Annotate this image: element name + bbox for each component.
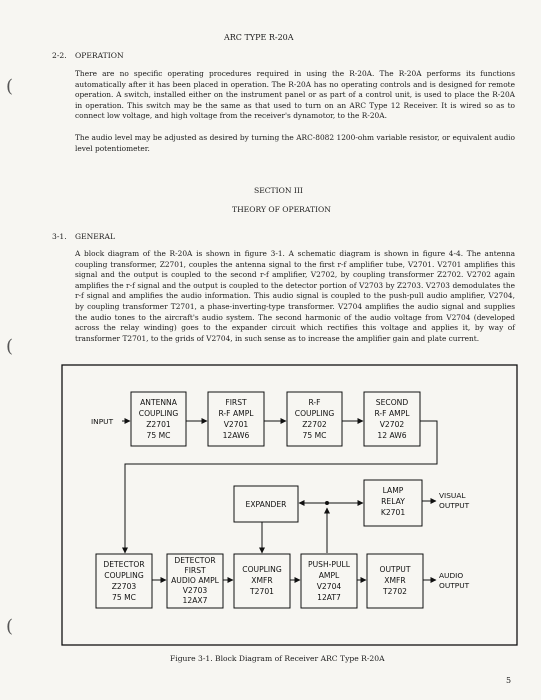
antenna-line4: 75 MC [146, 431, 171, 440]
expander-line1: EXPANDER [245, 500, 287, 509]
push-pull-line3: V2704 [316, 582, 342, 591]
second-rf-line4: 12 AW6 [377, 431, 407, 440]
first-rf-line4: 12AW6 [222, 431, 250, 440]
antenna-line2: COUPLING [138, 409, 179, 418]
antenna-line3: Z2701 [146, 420, 171, 429]
second-rf-line1: SECOND [375, 398, 409, 407]
junction-dot [325, 501, 329, 505]
detector-audio-line3: AUDIO AMPL [171, 576, 219, 585]
first-rf-line1: FIRST [225, 398, 247, 407]
general-number: 3-1. [52, 232, 67, 241]
audio-output-label-line1: AUDIO [439, 571, 464, 580]
coupling-xmfr-line2: XMFR [251, 576, 273, 585]
visual-output-label-line2: OUTPUT [439, 501, 470, 510]
visual-output-label-line1: VISUAL [439, 491, 466, 500]
first-rf-line3: V2701 [223, 420, 249, 429]
output-xmfr-line3: T2702 [383, 587, 407, 596]
page-header-title: ARC TYPE R-20A [224, 33, 294, 42]
operation-heading: OPERATION [75, 51, 124, 60]
binder-hole-mark-3: ( [6, 616, 14, 637]
figure-caption: Figure 3-1. Block Diagram of Receiver ARC Type R-20A [170, 654, 385, 663]
detector-coupling-line4: 75 MC [112, 593, 136, 602]
coupling-xmfr-line3: T2701 [250, 587, 274, 596]
output-xmfr-line2: XMFR [384, 576, 406, 585]
audio-output-label-line2: OUTPUT [439, 581, 470, 590]
section-subtitle: THEORY OF OPERATION [232, 205, 331, 214]
operation-paragraph-2: The audio level may be adjusted as desired by turning the ARC-8082 1200-ohm variable resistor, or equivalent audio level potentiometer. [75, 133, 515, 153]
detector-audio-line4: V2703 [182, 586, 208, 595]
push-pull-line2: AMPL [318, 571, 340, 580]
operation-paragraph-1: There are no specific operating procedures required in using the R-20A. The R-20A performs its functions automatically after it has been placed in operation. The R-20A has no operating controls and is designed for remote operation. A switch, installed either on the instrument panel or as part of a control unit, is used to place the R-20A in operation. This switch may be the same as that used to turn on an ARC Type 12 Receiver. It is wired so as to connect low voltage, and high voltage from the receiver's dynamotor, to the R-20A. [75, 69, 515, 121]
detector-audio-line5: 12AX7 [182, 596, 208, 605]
rf-coupling-line1: R-F [308, 398, 321, 407]
general-paragraph-1: A block diagram of the R-20A is shown in figure 3-1. A schematic diagram is shown in figure 4-4. The antenna coupling transformer, Z2701, couples the antenna signal to the first r-f amplifier tube, V2701. V2701 amplifies this signal and the output is coupled to the second r-f amplifier, V2702, by coupling transformer Z2702. V2702 again amplifies the r-f signal and the output is coupled to the detector portion of V2703 by Z2703. V2703 demodulates the r-f signal and amplifies the audio information. This audio signal is coupled to the push-pull audio amplifier, V2704, by coupling transformer T2701, a phase-inverting-type transformer. V2704 amplifies the audio signal and supplies the audio tones to the aircraft's audio system. The second harmonic of the audio voltage from V2704 (developed across the relay winding) goes to the expander circuit which rectifies this voltage and applies it, by way of transformer T2701, to the grids of V2704, in such sense as to increase the amplifier gain and plate current. [75, 249, 515, 343]
operation-number: 2-2. [52, 51, 67, 60]
first-rf-line2: R-F AMPL [218, 409, 254, 418]
antenna-line1: ANTENNA [140, 398, 177, 407]
input-label: INPUT [91, 417, 114, 426]
detector-coupling-line2: COUPLING [104, 571, 144, 580]
page-number: 5 [506, 676, 512, 685]
rf-coupling-line3: Z2702 [302, 420, 327, 429]
push-pull-line1: PUSH-PULL [307, 560, 351, 569]
output-xmfr-line1: OUTPUT [379, 565, 411, 574]
lamp-relay-line2: RELAY [381, 497, 405, 506]
lamp-relay-line3: K2701 [380, 508, 406, 517]
detector-audio-line1: DETECTOR [174, 556, 216, 565]
detector-audio-line2: FIRST [184, 566, 206, 575]
lamp-relay-line1: LAMP [382, 486, 404, 495]
detector-coupling-line3: Z2703 [111, 582, 137, 591]
general-heading: GENERAL [75, 232, 116, 241]
second-rf-line2: R-F AMPL [374, 409, 410, 418]
rf-coupling-line2: COUPLING [294, 409, 335, 418]
section-title: SECTION III [254, 186, 303, 195]
second-rf-line3: V2702 [379, 420, 405, 429]
rf-coupling-line4: 75 MC [302, 431, 327, 440]
binder-hole-mark-2: ( [6, 336, 14, 357]
detector-coupling-line1: DETECTOR [103, 560, 145, 569]
coupling-xmfr-line1: COUPLING [242, 565, 282, 574]
push-pull-line4: 12AT7 [317, 593, 341, 602]
binder-hole-mark-1: ( [6, 76, 14, 97]
